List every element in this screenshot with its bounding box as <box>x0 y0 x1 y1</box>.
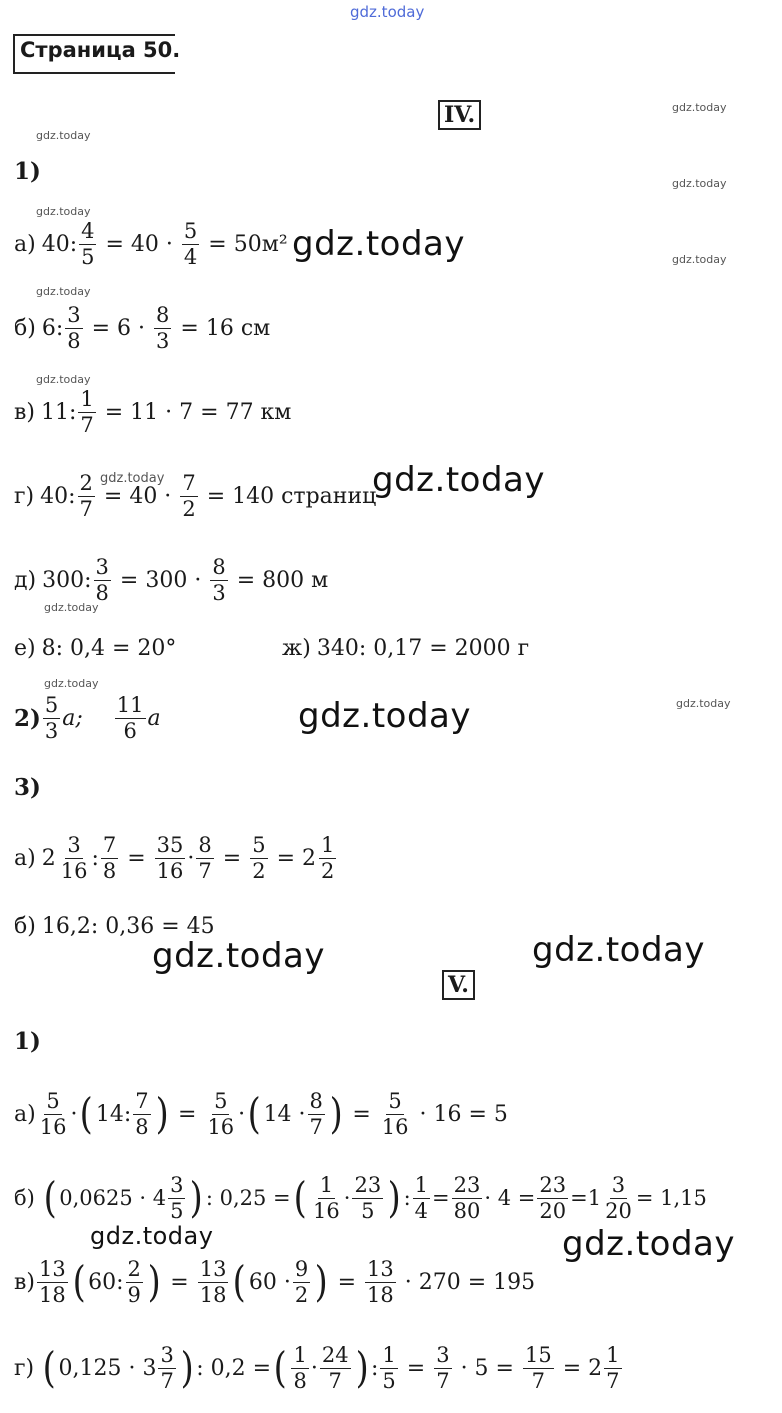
watermark-big: gdz.today <box>372 460 545 500</box>
fraction: $\frac{1}{5}$ <box>382 1343 396 1393</box>
expr-text: 0,0625 · 4 <box>59 1186 167 1210</box>
expr-text: = 16 см <box>180 315 271 341</box>
equation-line <box>14 216 295 272</box>
fraction: $\frac{3}{7}$ <box>436 1343 450 1393</box>
expr-text: = <box>178 1101 197 1127</box>
fraction: $\frac{11}{6}$ <box>116 693 144 743</box>
fraction: $\frac{5}{16}$ <box>39 1089 67 1139</box>
item-label: ж) <box>282 635 311 661</box>
expr-text: = 300 · <box>119 567 202 593</box>
fraction: $\frac{5}{16}$ <box>207 1089 235 1139</box>
item-label: б) <box>14 1186 35 1210</box>
watermark-big: gdz.today <box>292 224 465 264</box>
expr-text: 40: <box>41 231 78 257</box>
item-label: г) <box>14 483 35 509</box>
expr-text: 8: 0,4 = 20° <box>41 635 177 661</box>
watermark-small: gdz.today <box>676 697 731 710</box>
expr-text: = <box>562 1355 582 1381</box>
part-label: 3) <box>14 774 41 801</box>
expr-text: · 4 = <box>484 1186 536 1210</box>
equation-line: в) $\frac{13}{18}$ ( 60: $\frac{2}{9}$ ) = $\frac{13}{18}$ ( 60 · $\frac{9}{2}$ ) = $\frac{13}{18}$ · 270 = 195 <box>14 1257 536 1307</box>
expr-text: · 5 = <box>460 1355 514 1381</box>
fraction: $\frac{2}{9}$ <box>127 1257 141 1307</box>
expr-text: = 800 м <box>236 567 329 593</box>
item-label: г) <box>14 1355 35 1381</box>
part-label: 1) <box>14 158 41 185</box>
fraction: $\frac{13}{18}$ <box>199 1257 227 1307</box>
equation-line <box>14 468 383 524</box>
expr-text: 14 · <box>263 1101 306 1127</box>
fraction: $\frac{7}{8}$ <box>135 1089 149 1139</box>
part-label: 2) <box>14 704 41 732</box>
watermark-small: gdz.today <box>36 129 91 142</box>
watermark-small: gdz.today <box>672 253 727 266</box>
fraction: $\frac{3}{5}$ <box>170 1173 184 1223</box>
expr-text: : <box>91 845 99 871</box>
expr-text: · <box>187 845 195 871</box>
expr-text: · 270 = 195 <box>404 1269 536 1295</box>
expr-text: 1 <box>587 1186 602 1210</box>
expr-text: 300: <box>42 567 92 593</box>
item-label: в) <box>14 1269 35 1295</box>
fraction: $\frac{5}{4}$ <box>183 219 198 269</box>
expr-text: = <box>170 1269 189 1295</box>
fraction: $\frac{2}{7}$ <box>79 471 93 521</box>
watermark-small: gdz.today <box>36 285 91 298</box>
fraction: $\frac{13}{18}$ <box>38 1257 66 1307</box>
equation-line: а) $\frac{5}{16}$ · ( 14: $\frac{7}{8}$ ) = $\frac{5}{16}$ · ( 14 · $\frac{8}{7}$ ) = $\frac{5}{16}$ · 16 = 5 <box>14 1089 508 1139</box>
fraction: $\frac{1}{4}$ <box>414 1173 429 1223</box>
watermark-top: gdz.today <box>350 3 425 21</box>
fraction: $\frac{1}{2}$ <box>321 833 335 883</box>
watermark-small: gdz.today <box>36 373 91 386</box>
expr-text: = 40 · <box>103 483 172 509</box>
item-label: а) <box>14 231 36 257</box>
expr-text: · 16 = 5 <box>419 1101 508 1127</box>
watermark-small: gdz.today <box>44 601 99 614</box>
expr-text: = 140 страниц <box>206 483 377 509</box>
watermark-big: gdz.today <box>152 936 325 976</box>
item-label: а) <box>14 1101 36 1127</box>
fraction: $\frac{5}{3}$ <box>44 693 59 743</box>
watermark-small: gdz.today <box>672 177 727 190</box>
fraction: $\frac{3}{8}$ <box>95 555 109 605</box>
fraction: $\frac{8}{7}$ <box>309 1089 323 1139</box>
expr-text: = <box>127 845 146 871</box>
expr-text: 0,125 · 3 <box>58 1355 157 1381</box>
watermark-small: gdz.today <box>672 101 727 114</box>
expr-text: = 6 · <box>91 315 146 341</box>
expr-text: : 0,25 = <box>205 1186 291 1210</box>
fraction: $\frac{5}{16}$ <box>381 1089 409 1139</box>
expr-text: : <box>370 1355 379 1381</box>
watermark-big: gdz.today <box>532 930 705 970</box>
equation-line <box>14 552 335 608</box>
fraction: $\frac{4}{5}$ <box>81 219 95 269</box>
page-title: Страница 50. <box>20 38 181 62</box>
watermark-big: gdz.today <box>298 696 471 736</box>
expr-text: : <box>403 1186 411 1210</box>
fraction: $\frac{15}{7}$ <box>524 1343 552 1393</box>
item-label: б) <box>14 315 36 341</box>
item-label: д) <box>14 567 37 593</box>
expr-text: = <box>337 1269 357 1295</box>
item-label: в) <box>14 399 35 425</box>
expr-text: 60: <box>88 1269 124 1295</box>
equation-line <box>282 620 529 676</box>
expr-text: 340: 0,17 = 2000 г <box>316 635 530 661</box>
part-label: 1) <box>14 1028 41 1055</box>
equation-line <box>14 384 298 440</box>
expr-text: · <box>310 1355 318 1381</box>
expr-text: · <box>238 1101 246 1127</box>
expr-text: = <box>406 1355 426 1381</box>
expr-text: · <box>70 1101 78 1127</box>
fraction: $\frac{3}{20}$ <box>605 1173 632 1223</box>
watermark-small: gdz.today <box>100 471 165 486</box>
expr-text: : 0,2 = <box>196 1355 272 1381</box>
expr-text: 2 <box>41 845 56 871</box>
fraction: $\frac{8}{3}$ <box>212 555 226 605</box>
expr-text: 11: <box>40 399 77 425</box>
expr-text: = 1,15 <box>635 1186 707 1210</box>
equation-line: б) ( 0,0625 · 4 $\frac{3}{5}$ ) : 0,25 = ( $\frac{1}{16}$ · $\frac{23}{5}$ ) : $\frac{1}{4}$ = $\frac{23}{80}$ · 4 = $\frac{23}{20}$ = 1 $\frac{3}{20}$ = 1,15 <box>14 1173 707 1223</box>
fraction: $\frac{1}{7}$ <box>80 387 94 437</box>
expr-text: = <box>352 1101 371 1127</box>
equation-line: г) ( 0,125 · 3 $\frac{3}{7}$ ) : 0,2 = ( $\frac{1}{8}$ · $\frac{24}{7}$ ) : $\frac{1}{5}$ = $\frac{3}{7}$ · 5 = $\frac{15}{7}$ = 2 $\frac{1}{7}$ <box>14 1343 620 1393</box>
fraction: $\frac{23}{20}$ <box>539 1173 567 1223</box>
equation-line <box>14 620 176 676</box>
fraction: $\frac{3}{16}$ <box>60 833 88 883</box>
equation-line <box>14 830 338 886</box>
expr-text: 60 · <box>248 1269 291 1295</box>
expr-text: = 50м² <box>208 231 288 257</box>
expr-text: a; <box>62 705 83 731</box>
section-v-heading: V. <box>442 970 475 1000</box>
expr-text: 2 <box>302 845 317 871</box>
expr-text: · <box>343 1186 351 1210</box>
fraction: $\frac{1}{8}$ <box>293 1343 307 1393</box>
fraction: $\frac{3}{7}$ <box>160 1343 174 1393</box>
item-label: б) <box>14 913 36 939</box>
fraction: $\frac{1}{7}$ <box>606 1343 620 1393</box>
fraction: $\frac{5}{2}$ <box>252 833 266 883</box>
fraction: $\frac{23}{80}$ <box>453 1173 481 1223</box>
item-label: е) <box>14 635 36 661</box>
expr-text: 16,2: 0,36 = 45 <box>41 913 215 939</box>
fraction: $\frac{8}{3}$ <box>156 303 170 353</box>
fraction: $\frac{3}{8}$ <box>67 303 81 353</box>
expr-text: 40: <box>40 483 76 509</box>
expr-text: = <box>570 1186 588 1210</box>
watermark-small: gdz.today <box>36 205 91 218</box>
fraction: $\frac{1}{16}$ <box>313 1173 340 1223</box>
expr-text: 2 <box>588 1355 603 1381</box>
fraction: $\frac{13}{18}$ <box>367 1257 394 1307</box>
expr-text: = 40 · <box>105 231 173 257</box>
equation-line <box>14 300 277 356</box>
equation-line <box>14 898 215 954</box>
expr-text: a <box>147 705 161 731</box>
fraction: $\frac{7}{8}$ <box>102 833 117 883</box>
expr-text: 6: <box>41 315 64 341</box>
fraction: $\frac{8}{7}$ <box>198 833 212 883</box>
expr-text: = <box>432 1186 450 1210</box>
expr-text: = 11 · 7 = 77 км <box>104 399 292 425</box>
item-label: а) <box>14 845 36 871</box>
fraction: $\frac{24}{7}$ <box>321 1343 349 1393</box>
watermark-big: gdz.today <box>562 1224 735 1264</box>
fraction: $\frac{35}{16}$ <box>156 833 184 883</box>
fraction: $\frac{7}{2}$ <box>182 471 196 521</box>
fraction: $\frac{9}{2}$ <box>294 1257 309 1307</box>
equation-line <box>14 690 161 746</box>
expr-text: 14: <box>95 1101 132 1127</box>
watermark-small: gdz.today <box>44 677 99 690</box>
expr-text: = <box>222 845 242 871</box>
expr-text: = <box>276 845 296 871</box>
watermark-big: gdz.today <box>90 1222 214 1250</box>
section-iv-heading: IV. <box>438 100 481 130</box>
fraction: $\frac{23}{5}$ <box>354 1173 382 1223</box>
